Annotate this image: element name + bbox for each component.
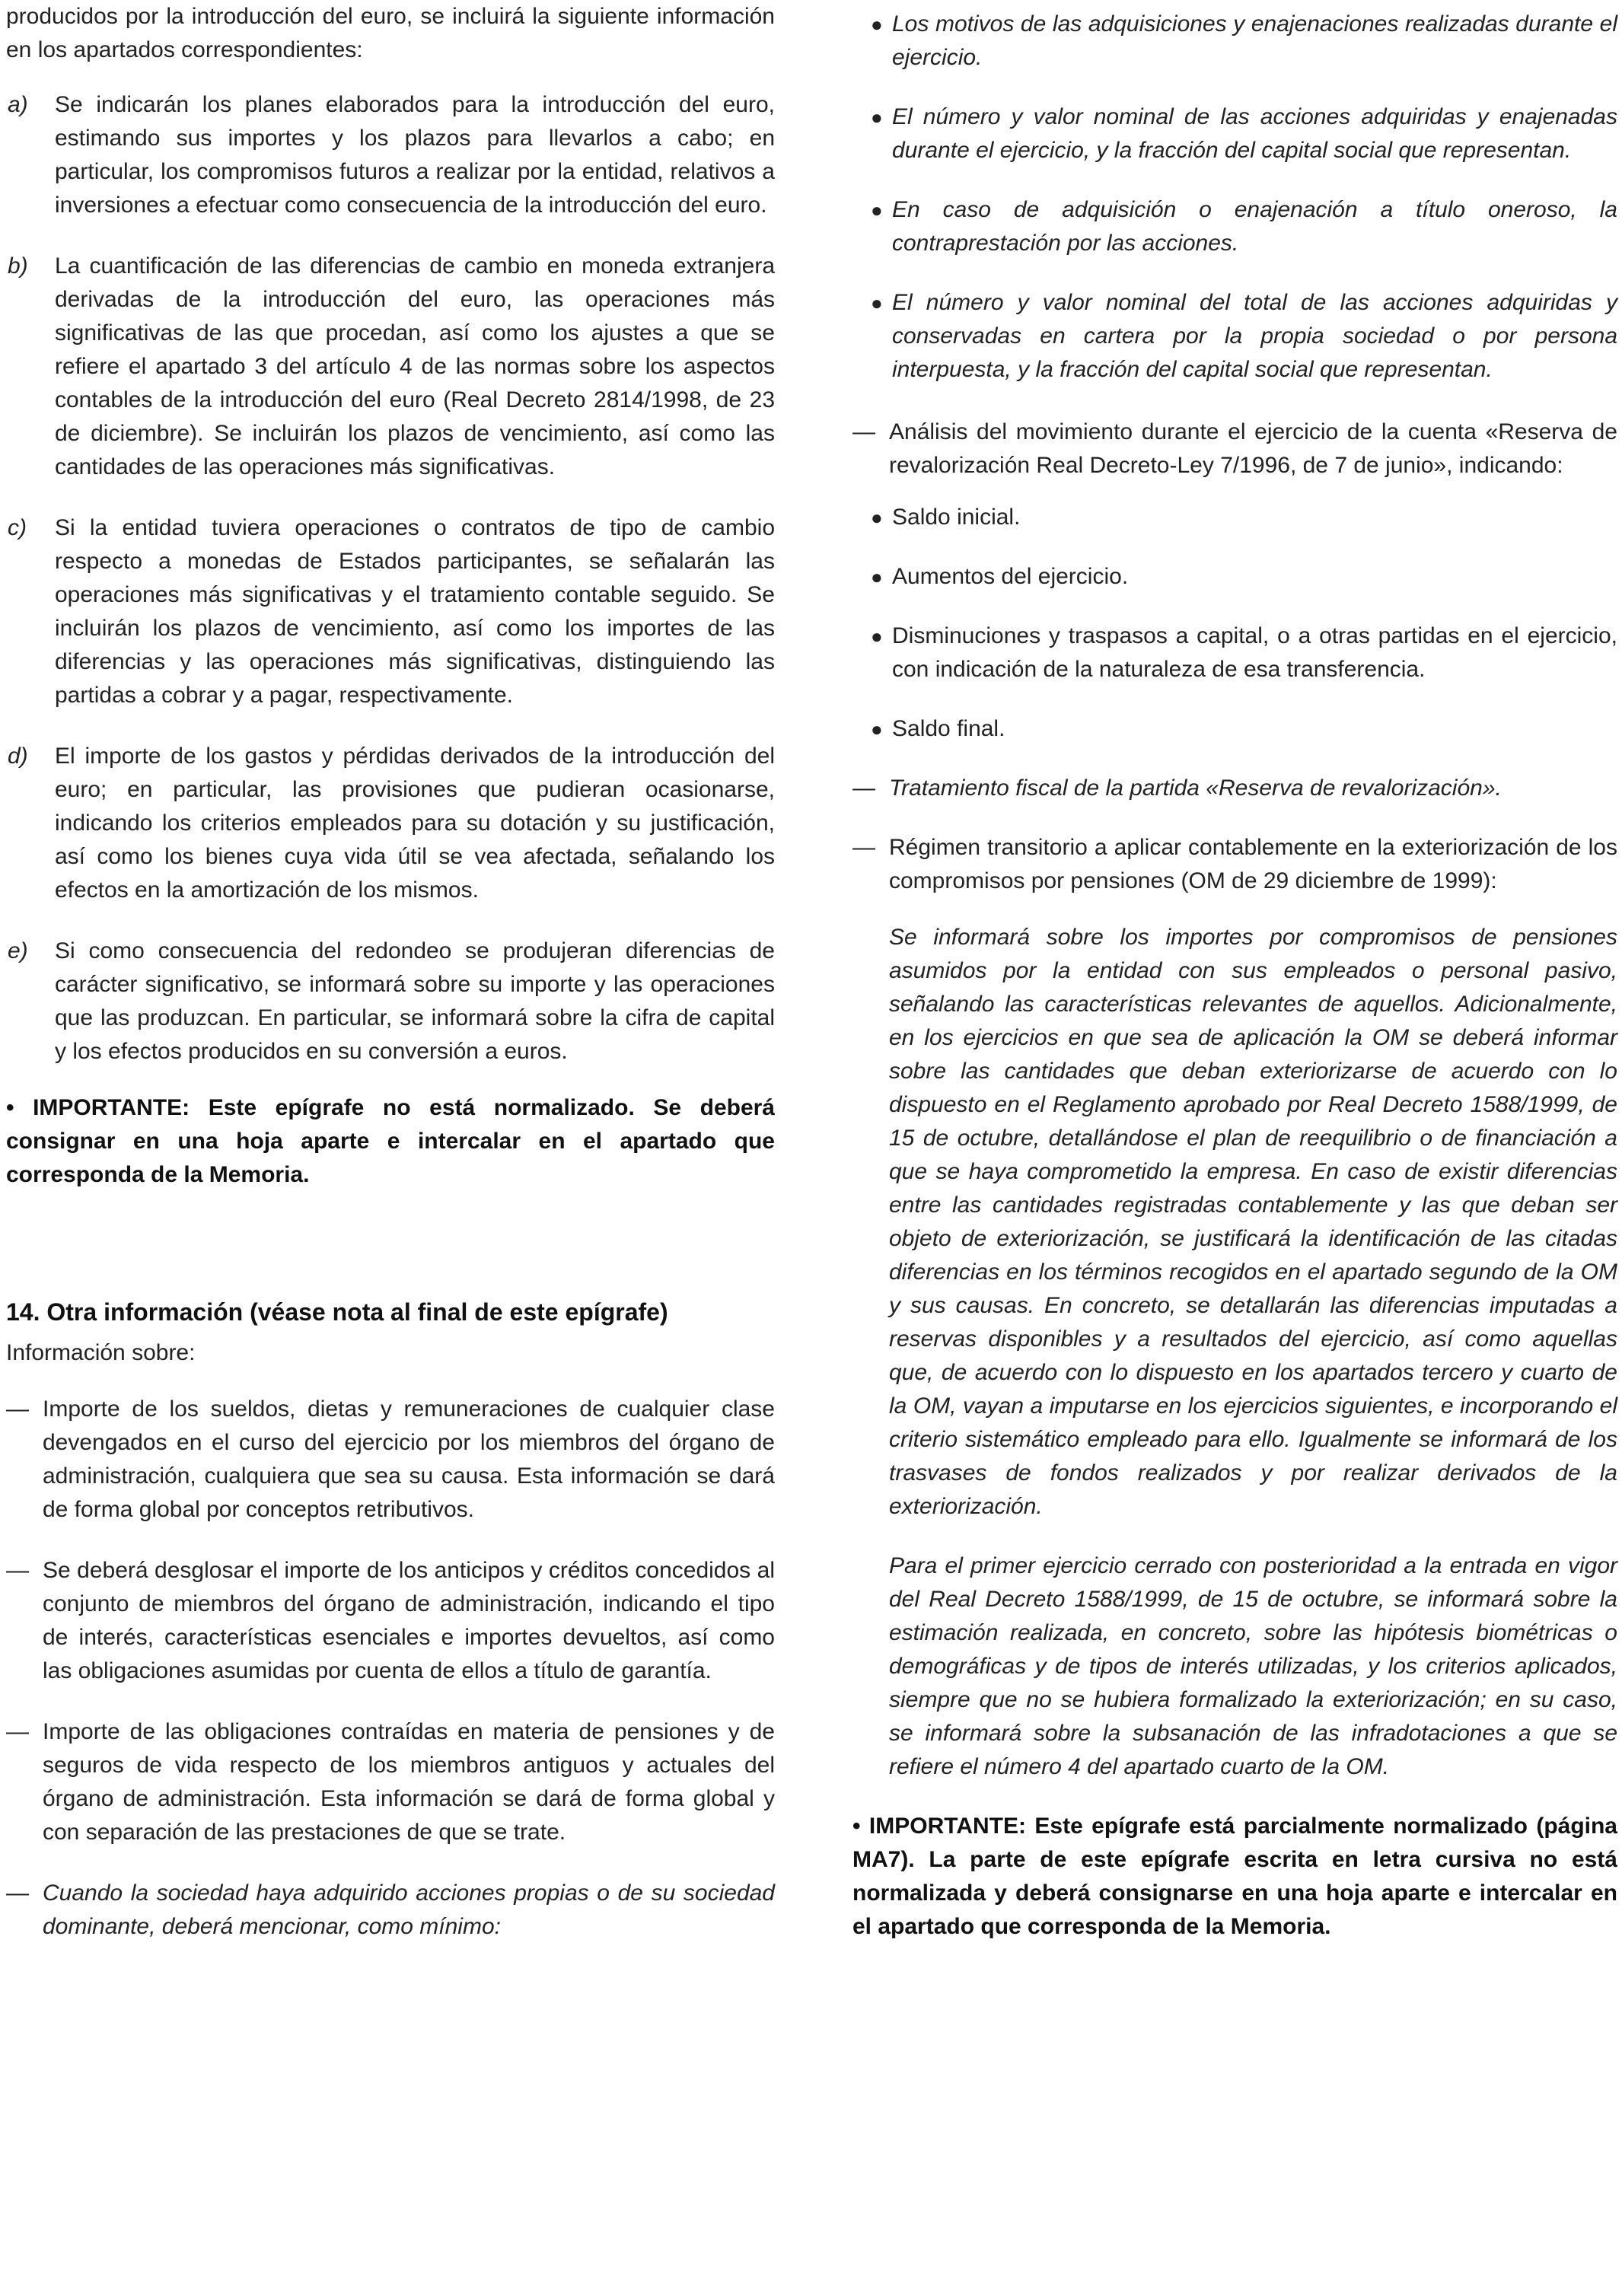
bullet-item [852, 712, 1617, 746]
bullet-icon: ● [871, 625, 883, 648]
bullet-item [852, 560, 1617, 594]
dash-marker: — [6, 1396, 29, 1422]
dash-marker: — [6, 1719, 29, 1744]
item-text: Se indicarán los planes elaborados para la introducción del euro, estimando sus importes y los plazos para llevarlos a cabo; en particular, los compromisos futuros a realizar por la entidad, relativos a inversiones a efectuar como consecuencia de la introducción del euro. [55, 92, 775, 218]
right-column [852, 0, 1617, 1944]
intro-text: producidos por la introducción del euro, se incluirá la siguiente información en los apartados correspondientes: [6, 4, 775, 62]
bullet-icon: ● [871, 199, 883, 221]
item-text: La cuantificación de las diferencias de cambio en moneda extranjera derivadas de la introducción del euro, las operaciones más significativas de las que procedan, así como los ajustes a que se refiere el apartado 3 del artículo 4 de las normas sobre los aspectos contables de la introducción del euro (Real Decreto 2814/1998, de 23 de diciembre). Se incluirán los plazos de vencimiento, así como las cantidades de las operaciones más significativas. [55, 253, 775, 479]
bullet-text: Los motivos de las adquisiciones y enajenaciones realizadas durante el ejercicio. [892, 11, 1617, 70]
bullet-icon: ● [871, 506, 883, 529]
list-item-d [6, 740, 775, 907]
section-title: 14. Otra información (véase nota al final de este epígrafe) [6, 1298, 668, 1326]
bullet-icon: ● [871, 718, 883, 740]
bullet-item [852, 193, 1617, 260]
dash-text: Se deberá desglosar el importe de los anticipos y créditos concedidos al conjunto de miembros del órgano de administración, indicando el tipo de interés, características esenciales e importes devueltos, así como las obligaciones asumidas por cuenta de ellos a título de garantía. [43, 1558, 775, 1683]
list-item-e [6, 935, 775, 1068]
section-intro: Información sobre: [6, 1340, 196, 1365]
dash-item [6, 1715, 775, 1849]
dash-text: Tratamiento fiscal de la partida «Reserva de revalorización». [889, 775, 1502, 801]
bullet-item [852, 8, 1617, 75]
item-marker: c) [8, 515, 27, 540]
dash-item [6, 1393, 775, 1527]
left-column [6, 0, 775, 1944]
bullet-text: Aumentos del ejercicio. [892, 564, 1129, 589]
dash-text: Importe de los sueldos, dietas y remuneraciones de cualquier clase devengados en el curso del ejercicio por los miembros del órgano de administración, cualquiera que sea su causa. Esta información se dará de forma global por conceptos retributivos. [43, 1396, 775, 1522]
item-text: El importe de los gastos y pérdidas derivados de la introducción del euro; en particular, las provisiones que pudieran ocasionarse, indicando los criterios empleados para su dotación y su justificación, así como los bienes cuya vida útil se vea afectada, señalando los efectos en la amortización de los mismos. [55, 744, 775, 903]
item-text: Si la entidad tuviera operaciones o contratos de tipo de cambio respecto a monedas de Estados participantes, se señalarán las operaciones más significativas y el tratamiento contable seguido. Se incluirán los plazos de vencimiento, así como los importes de las diferencias y las operaciones más significativas, distinguiendo las partidas a cobrar y a pagar, respectivamente. [55, 515, 775, 708]
dash-text: Importe de las obligaciones contraídas en materia de pensiones y de seguros de vida respecto de los miembros antiguos y actuales del órgano de administración. Esta información se dará de forma global y con separación de las prestaciones de que se trate. [43, 1719, 775, 1845]
dash-text: Régimen transitorio a aplicar contablemente en la exteriorización de los compromisos por pensiones (OM de 29 diciembre de 1999): [889, 835, 1617, 893]
list-item-a [6, 88, 775, 222]
dash-marker: — [6, 1558, 29, 1583]
dash-marker: — [852, 775, 875, 801]
list-item-c [6, 511, 775, 712]
dash-item [852, 772, 1617, 805]
dash-marker: — [852, 835, 875, 860]
dash-marker: — [852, 419, 875, 444]
bullet-item [852, 100, 1617, 167]
dash-item [852, 831, 1617, 898]
list-item-b [6, 250, 775, 484]
dash-item [6, 1554, 775, 1688]
important-notice: • IMPORTANTE: Este epígrafe no está normalizado. Se deberá consignar en una hoja aparte e intercalar en el apartado que corresponda de la Memoria. [6, 1095, 775, 1187]
bullet-icon: ● [871, 291, 883, 314]
dash-item [6, 1877, 775, 1944]
dash-item [852, 416, 1617, 482]
item-marker: e) [8, 938, 28, 963]
item-marker: a) [8, 92, 28, 117]
bullet-text: Disminuciones y traspasos a capital, o a otras partidas en el ejercicio, con indicación de la naturaleza de esa transferencia. [892, 623, 1617, 682]
item-marker: d) [8, 744, 28, 769]
bullet-text: Saldo final. [892, 716, 1005, 741]
bullet-text: Saldo inicial. [892, 505, 1021, 530]
bullet-icon: ● [871, 106, 883, 129]
dash-marker: — [6, 1880, 29, 1906]
pension-paragraph-2: Para el primer ejercicio cerrado con posterioridad a la entrada en vigor del Real Decreto 1588/1999, de 15 de octubre, se informará sobre la estimación realizada, en concreto, sobre las hipótesis biométricas o demográficas y de tipos de interés utilizadas, y los criterios aplicados, siempre que no se hubiera formalizado la exteriorización; en su caso, se informará sobre la subsanación de las infradotaciones a que se refiere el número 4 del apartado cuarto de la OM. [889, 1553, 1617, 1779]
bullet-item [852, 286, 1617, 387]
item-text: Si como consecuencia del redondeo se produjeran diferencias de carácter significativo, se informará sobre su importe y las operaciones que las produzcan. En particular, se informará sobre la cifra de capital y los efectos producidos en su conversión a euros. [55, 938, 775, 1064]
bullet-item [852, 619, 1617, 686]
bullet-text: El número y valor nominal del total de las acciones adquiridas y conservadas en cartera por la propia sociedad o por persona interpuesta, y la fracción del capital social que representan. [892, 290, 1617, 382]
item-marker: b) [8, 253, 28, 279]
dash-text: Cuando la sociedad haya adquirido acciones propias o de su sociedad dominante, deberá mencionar, como mínimo: [43, 1880, 775, 1939]
bullet-icon: ● [871, 13, 883, 36]
bullet-item [852, 501, 1617, 534]
important-notice: • IMPORTANTE: Este epígrafe está parcialmente normalizado (página MA7). La parte de este epígrafe escrita en letra cursiva no está normalizada y deberá consignarse en una hoja aparte e intercalar en el apartado que corresponda de la Memoria. [852, 1814, 1617, 1939]
dash-text: Análisis del movimiento durante el ejercicio de la cuenta «Reserva de revalorización Real Decreto-Ley 7/1996, de 7 de junio», indicando: [889, 419, 1617, 478]
bullet-text: El número y valor nominal de las acciones adquiridas y enajenadas durante el ejercicio, y la fracción del capital social que representan. [892, 104, 1617, 163]
bullet-text: En caso de adquisición o enajenación a título oneroso, la contraprestación por las acciones. [892, 197, 1617, 256]
bullet-icon: ● [871, 565, 883, 588]
pension-paragraph-1: Se informará sobre los importes por compromisos de pensiones asumidos por la entidad con sus empleados o personal pasivo, señalando las características relevantes de aquellos. Adicionalmente, en los ejercicios en que sea de aplicación la OM se deberá informar sobre las cantidades que deban exteriorizarse de acuerdo con lo dispuesto en el Reglamento aprobado por Real Decreto 1588/1999, de 15 de octubre, detallándose el plan de reequilibrio o de financiación a que se haya comprometido la empresa. En caso de existir diferencias entre las cantidades registradas contablemente y las que deban ser objeto de exteriorización, se justificará la identificación de las citadas diferencias en los términos recogidos en el apartado segundo de la OM y sus causas. En concreto, se detallarán las diferencias imputadas a reservas disponibles y a resultados del ejercicio, así como aquellas que, de acuerdo con lo dispuesto en los apartados tercero y cuarto de la OM, vayan a imputarse en los ejercicios siguientes, e incorporando el criterio sistemático empleado para ello. Igualmente se informará de los trasvases de fondos realizados y por realizar derivados de la exteriorización. [889, 925, 1617, 1519]
